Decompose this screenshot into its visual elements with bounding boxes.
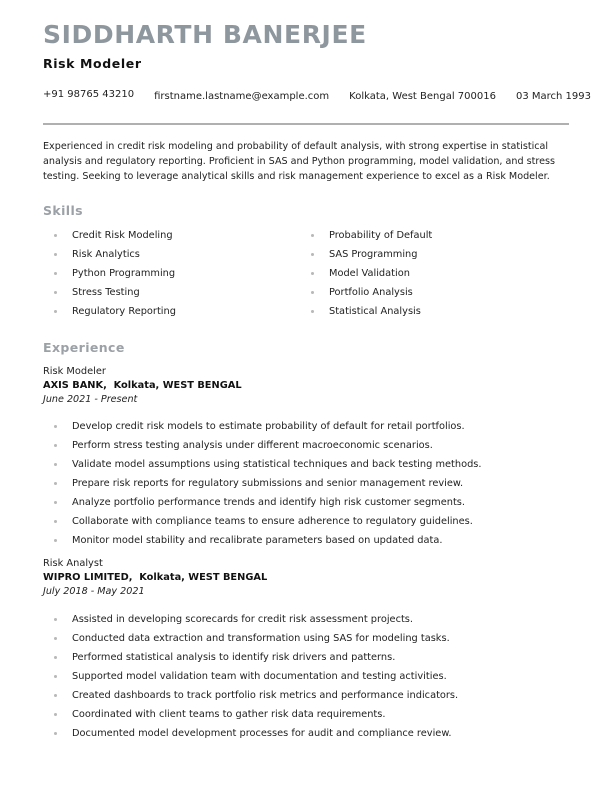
responsibility-item: Conducted data extraction and transformation using SAS for modeling tasks. (43, 631, 458, 650)
skill-item: Stress Testing (43, 285, 176, 304)
responsibility-item: Validate model assumptions using statistical techniques and back testing methods. (43, 457, 482, 476)
job-title: Risk Modeler (43, 56, 142, 71)
job-company: AXIS BANK, Kolkata, WEST BENGAL (43, 380, 242, 391)
responsibility-item: Prepare risk reports for regulatory submissions and senior management review. (43, 476, 482, 495)
skill-item: Regulatory Reporting (43, 304, 176, 323)
phone-number: +91 98765 43210 (43, 89, 135, 100)
responsibility-item: Perform stress testing analysis under different macroeconomic scenarios. (43, 438, 482, 457)
responsibility-item: Collaborate with compliance teams to ensure adherence to regulatory guidelines. (43, 514, 482, 533)
skills-list-right (300, 228, 432, 323)
responsibility-item: Assisted in developing scorecards for credit risk assessment projects. (43, 612, 458, 631)
responsibility-item: Performed statistical analysis to identify risk drivers and patterns. (43, 650, 458, 669)
header-divider (43, 123, 569, 125)
job-role: Risk Modeler (43, 366, 106, 377)
responsibility-item: Monitor model stability and recalibrate parameters based on updated data. (43, 533, 482, 552)
responsibility-item: Analyze portfolio performance trends and identify high risk customer segments. (43, 495, 482, 514)
skill-item: SAS Programming (300, 247, 432, 266)
skill-item: Python Programming (43, 266, 176, 285)
job-dates: July 2018 - May 2021 (43, 586, 145, 597)
location: Kolkata, West Bengal 700016 (349, 91, 496, 102)
skill-item: Risk Analytics (43, 247, 176, 266)
responsibility-item: Supported model validation team with documentation and testing activities. (43, 669, 458, 688)
skill-item: Statistical Analysis (300, 304, 432, 323)
professional-summary: Experienced in credit risk modeling and probability of default analysis, with strong expertise in statistical analysis and regulatory reporting. Proficient in SAS and Python programming, model validation, and stress testing. Seeking to leverage analytical skills and risk management experience to excel as a Risk Modeler. (43, 141, 556, 182)
responsibility-item: Coordinated with client teams to gather risk data requirements. (43, 707, 458, 726)
email-address[interactable]: firstname.lastname@example.com (154, 91, 330, 102)
skills-list-left (43, 228, 176, 323)
job-role: Risk Analyst (43, 558, 103, 569)
skill-item: Model Validation (300, 266, 432, 285)
skill-item: Probability of Default (300, 228, 432, 247)
job-responsibilities (43, 612, 458, 745)
date-of-birth: 03 March 1993 (515, 91, 591, 102)
skill-item: Portfolio Analysis (300, 285, 432, 304)
skills-heading: Skills (43, 203, 84, 218)
responsibility-item: Develop credit risk models to estimate probability of default for retail portfolios. (43, 419, 482, 438)
responsibility-item: Created dashboards to track portfolio risk metrics and performance indicators. (43, 688, 458, 707)
job-dates: June 2021 - Present (43, 394, 138, 405)
job-company: WIPRO LIMITED, Kolkata, WEST BENGAL (43, 572, 268, 583)
experience-heading: Experience (43, 340, 125, 355)
contact-line (43, 89, 591, 102)
candidate-name: SIDDHARTH BANERJEE (43, 20, 367, 49)
skill-item: Credit Risk Modeling (43, 228, 176, 247)
responsibility-item: Documented model development processes for audit and compliance review. (43, 726, 458, 745)
job-responsibilities (43, 419, 482, 552)
